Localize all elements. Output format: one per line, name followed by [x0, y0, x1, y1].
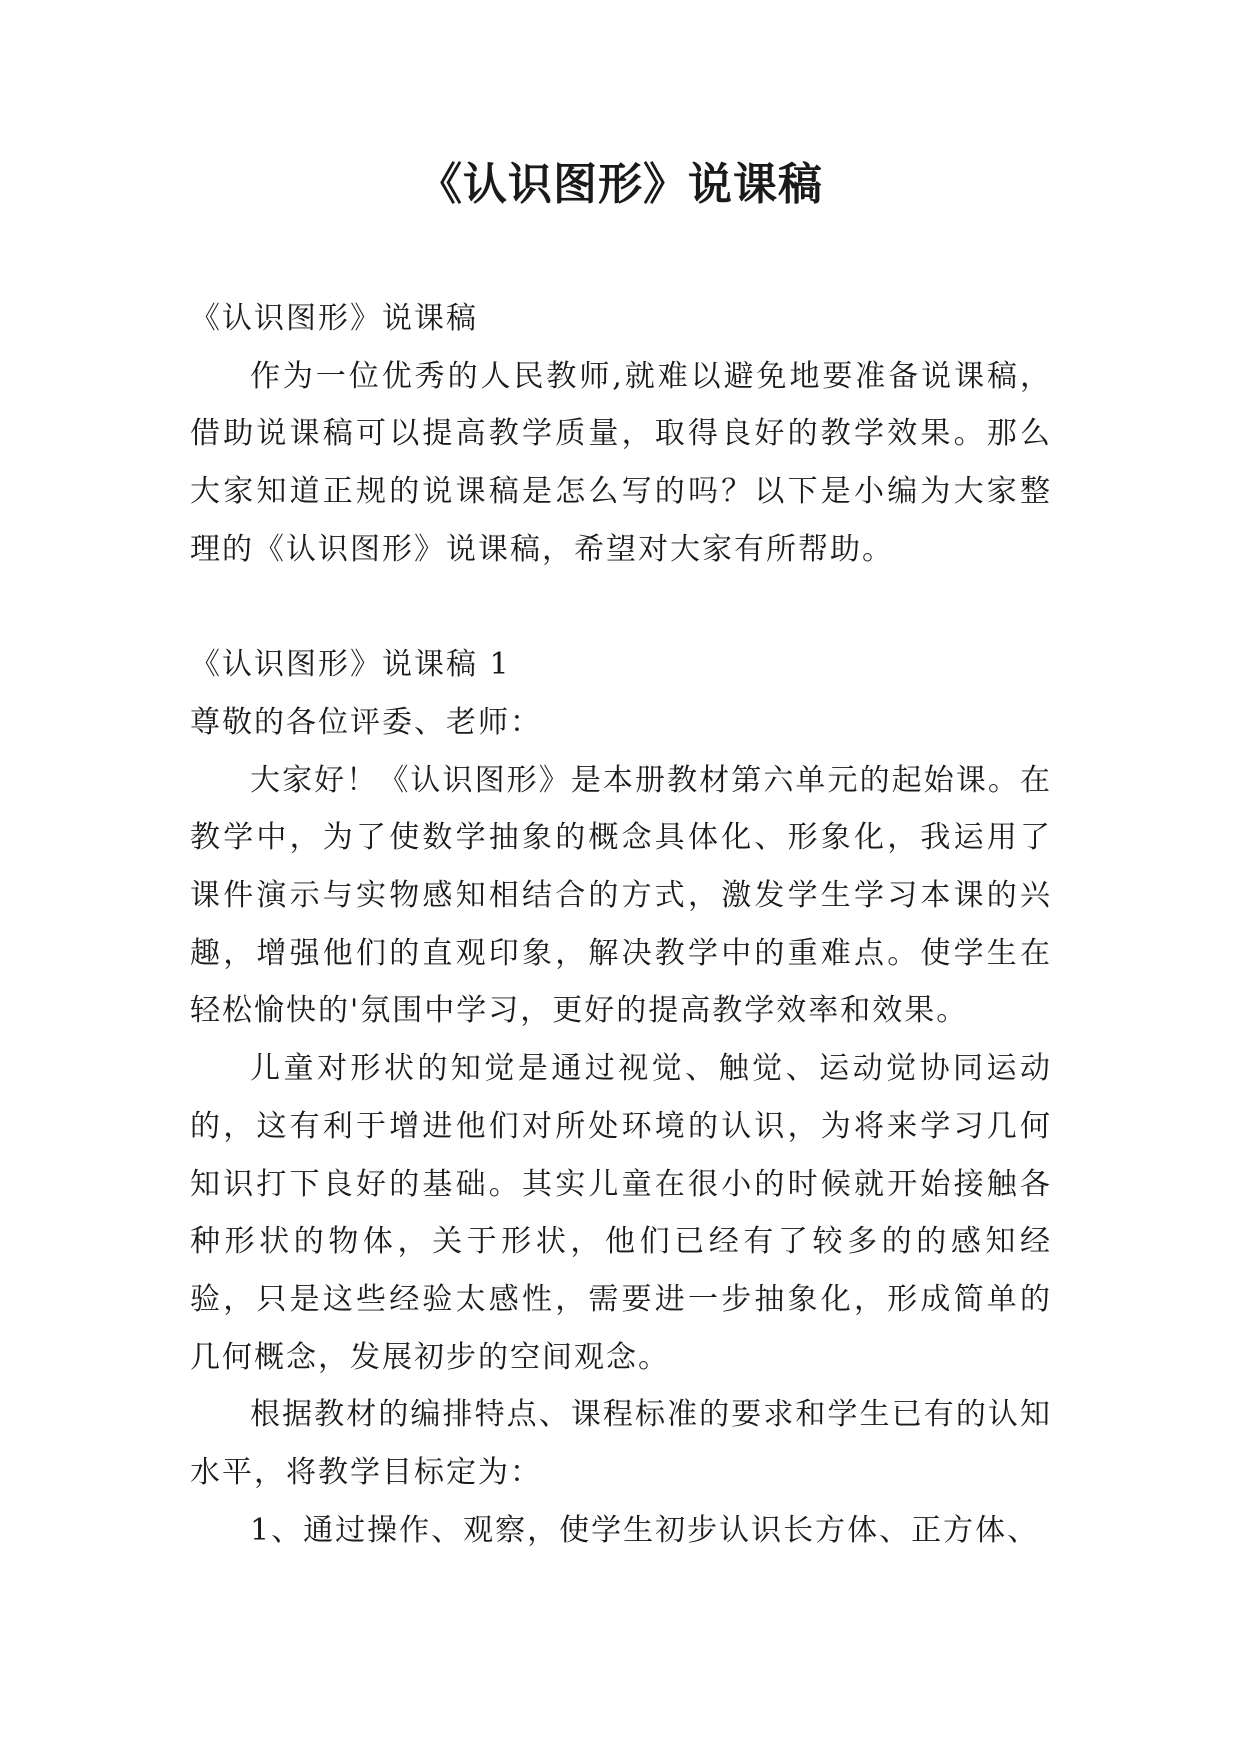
- intro-heading: 《认识图形》说课稿: [190, 301, 478, 336]
- body-paragraph: 儿童对形状的知觉是通过视觉、触觉、运动觉协同运动的，这有利于增进他们对所处环境的认识，为将来学习几何知识打下良好的基础。其实儿童在很小的时候就开始接触各种形状的物体，关于形状，他们已经有了较多的的感知经验，只是这些经验太感性，需要进一步抽象化，形成简单的几何概念，发展初步的空间观念。: [190, 1051, 1052, 1375]
- body-paragraph: 1、通过操作、观察，使学生初步认识长方体、正方体、: [250, 1512, 1040, 1548]
- document-title: 《认识图形》说课稿: [418, 159, 823, 210]
- body-paragraph: 根据教材的编排特点、课程标准的要求和学生已有的认知水平，将教学目标定为：: [190, 1397, 1052, 1491]
- section-heading: 《认识图形》说课稿 1: [190, 647, 511, 683]
- blank-line: [190, 579, 1052, 637]
- salutation: 尊敬的各位评委、老师：: [190, 704, 542, 740]
- intro-paragraph: 作为一位优秀的人民教师,就难以避免地要准备说课稿，借助说课稿可以提高教学质量，取得良好的教学效果。那么大家知道正规的说课稿是怎么写的吗？以下是小编为大家整理的《认识图形》说课稿，希望对大家有所帮助。: [190, 358, 1052, 567]
- document-body: [190, 290, 1052, 1559]
- body-paragraph: 大家好！《认识图形》是本册教材第六单元的起始课。在教学中，为了使数学抽象的概念具体化、形象化，我运用了课件演示与实物感知相结合的方式，激发学生学习本课的兴趣，增强他们的直观印象，解决教学中的重难点。使学生在轻松愉快的'氛围中学习，更好的提高教学效率和效果。: [190, 762, 1052, 1029]
